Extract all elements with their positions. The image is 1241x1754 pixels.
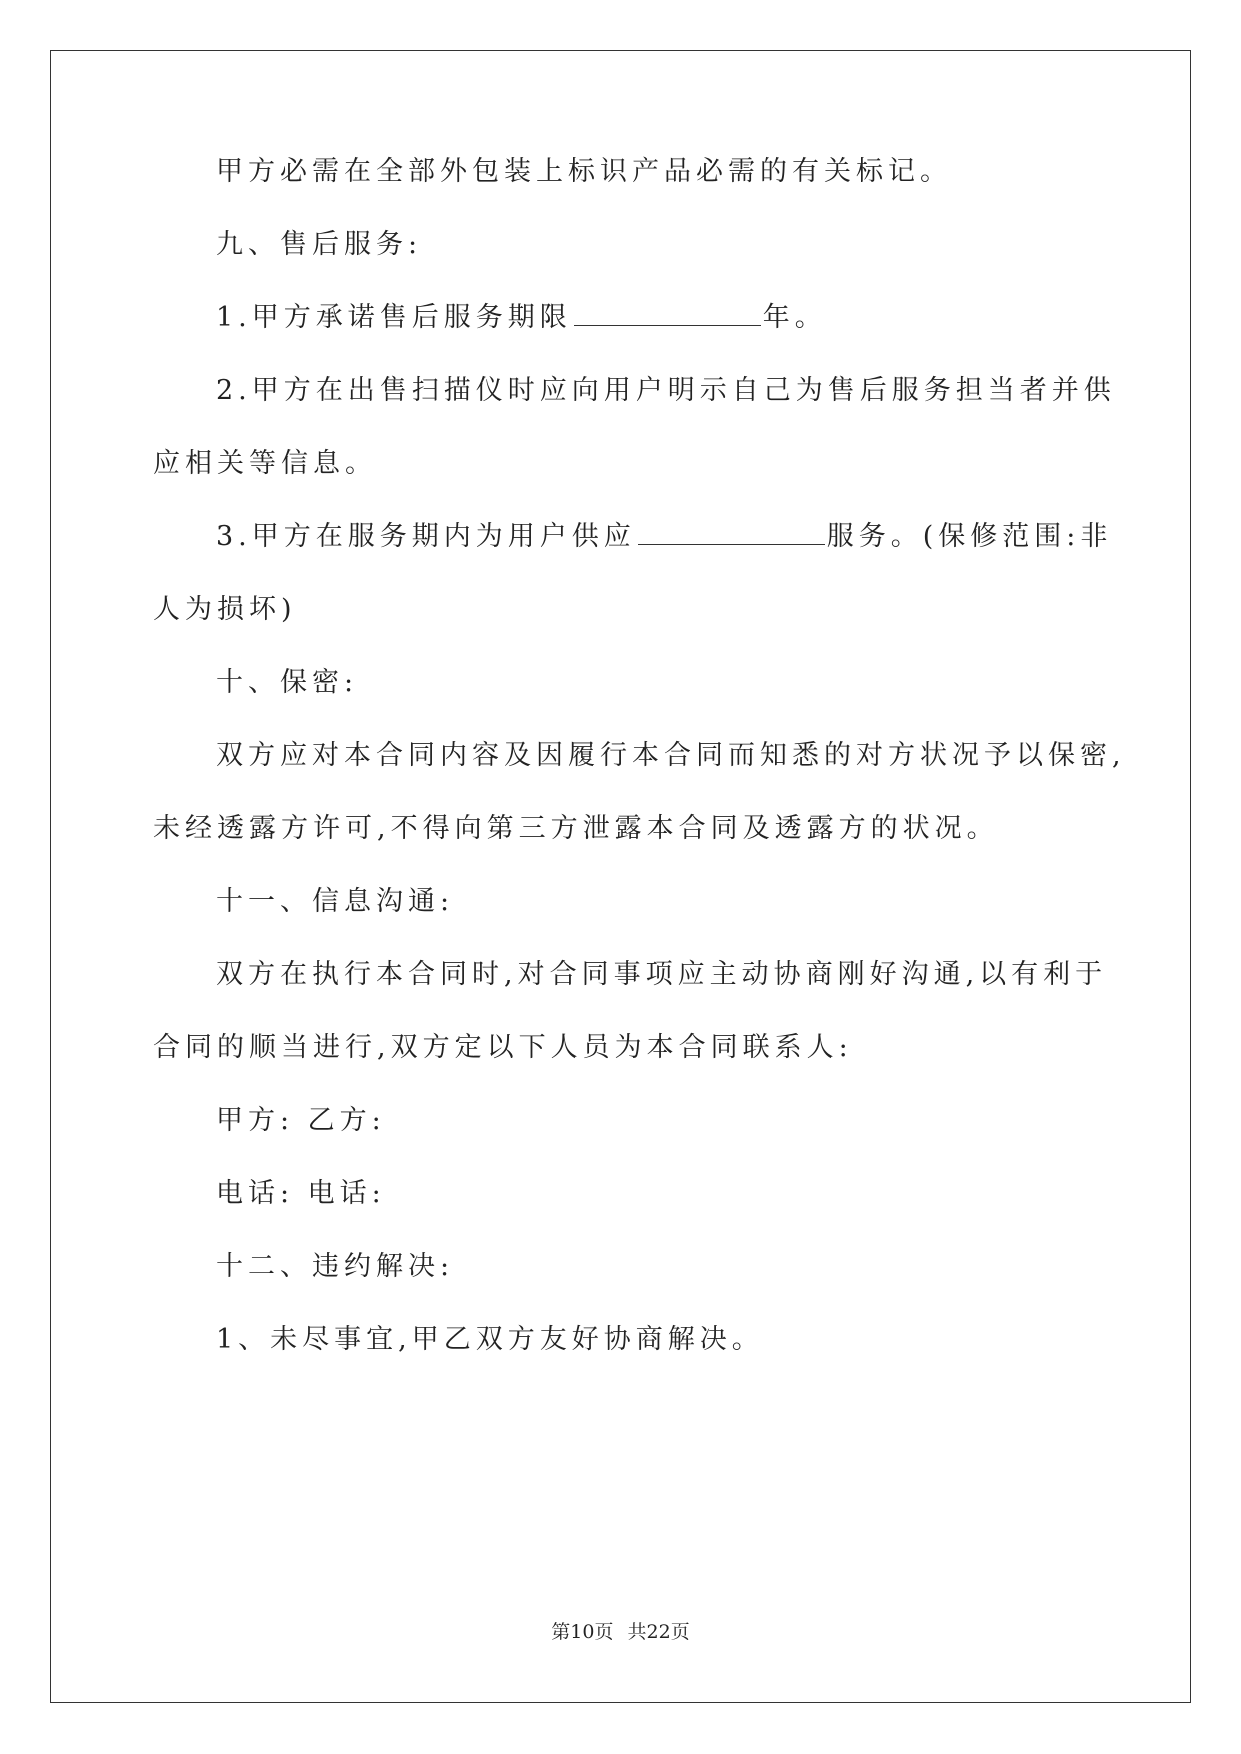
paragraph-line: 1、未尽事宜,甲乙双方友好协商解决。: [216, 1324, 764, 1355]
paragraph-line: 未经透露方许可,不得向第三方泄露本合同及透露方的状况。: [153, 813, 999, 844]
paragraph-line: [216, 520, 1112, 554]
page-total: 共22页: [627, 1621, 690, 1643]
page-footer: [0, 1617, 1241, 1644]
text-segment: 3.甲方在服务期内为用户供应: [216, 521, 636, 552]
section-heading-breach: 十二、违约解决:: [216, 1251, 455, 1282]
text-segment: 服务。(保修范围:非: [826, 521, 1113, 552]
contact-phone-line: 电话: 电话:: [216, 1178, 386, 1209]
contact-party-line: 甲方: 乙方:: [216, 1105, 386, 1136]
paragraph-line: 甲方必需在全部外包装上标识产品必需的有关标记。: [216, 156, 952, 187]
section-heading-communication: 十一、信息沟通:: [216, 886, 455, 917]
page-border: [50, 50, 1191, 1703]
blank-field: [574, 303, 761, 326]
paragraph-line: 合同的顺当进行,双方定以下人员为本合同联系人:: [153, 1032, 853, 1063]
section-heading-after-sales: 九、售后服务:: [216, 229, 423, 260]
text-segment: 1.甲方承诺售后服务期限: [216, 302, 572, 333]
paragraph-line: 人为损坏): [153, 594, 297, 625]
paragraph-line: 双方在执行本合同时,对合同事项应主动协商刚好沟通,以有利于: [216, 959, 1108, 990]
page-number: 第10页: [551, 1621, 614, 1643]
section-heading-confidentiality: 十、保密:: [216, 667, 359, 698]
text-segment: 年。: [762, 302, 827, 333]
paragraph-line: [216, 301, 827, 335]
blank-field: [638, 522, 825, 545]
paragraph-line: 应相关等信息。: [153, 448, 377, 479]
paragraph-line: 双方应对本合同内容及因履行本合同而知悉的对方状况予以保密,: [216, 740, 1126, 771]
paragraph-line: 2.甲方在出售扫描仪时应向用户明示自己为售后服务担当者并供: [216, 375, 1116, 406]
